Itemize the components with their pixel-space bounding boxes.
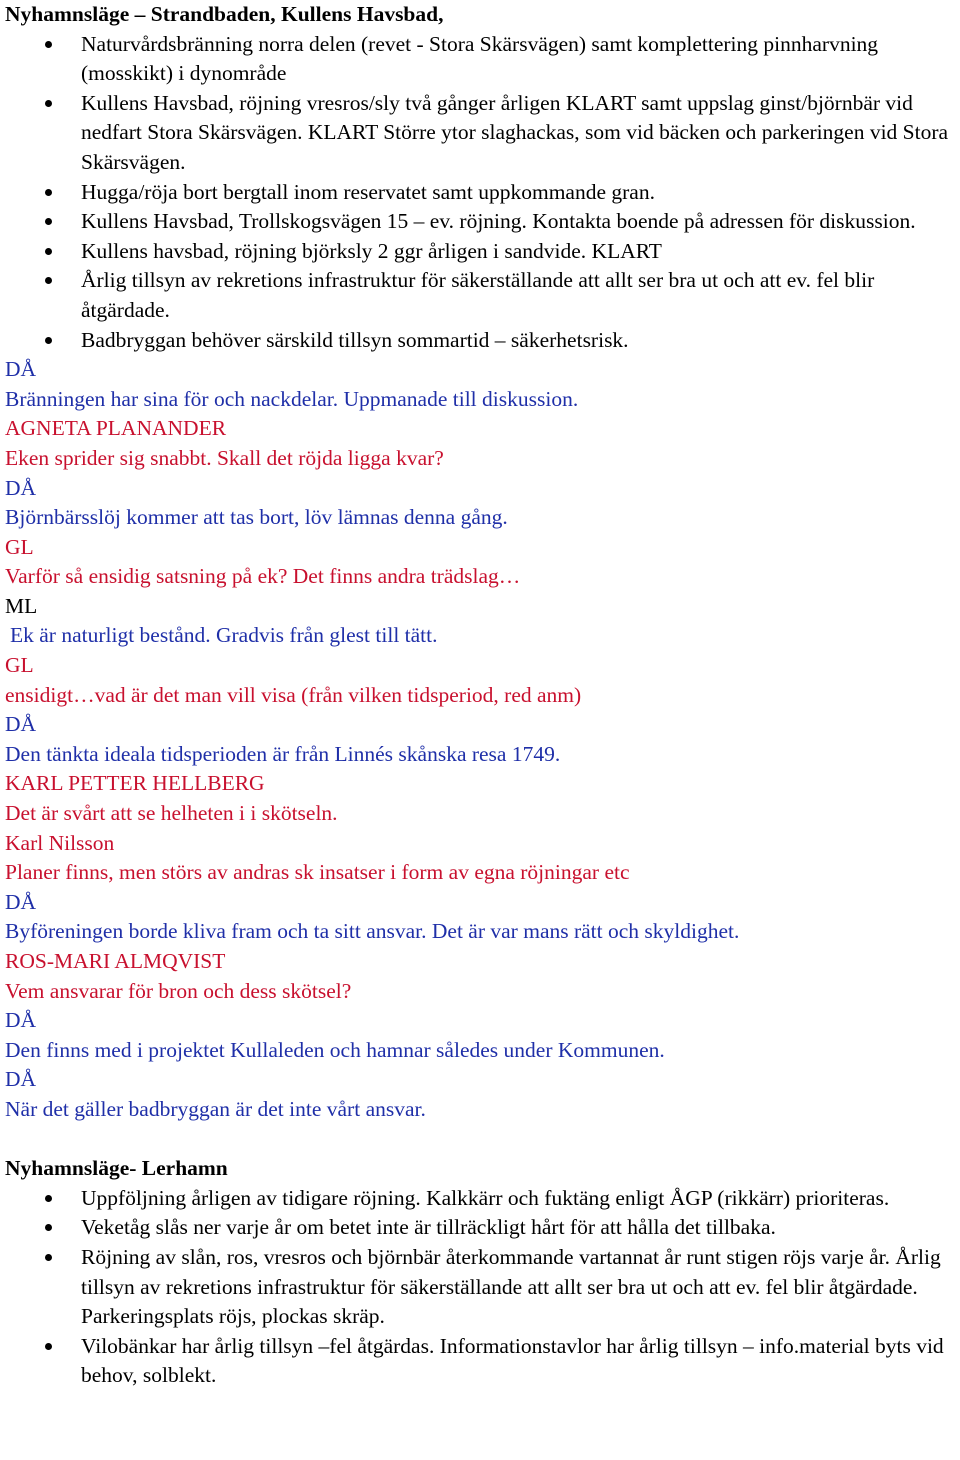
bullet-icon [45,1195,52,1202]
section-lerhamn [5,1154,960,1391]
list-item: Årlig tillsyn av rekretions infrastruktur för säkerställande att allt ser bra ut och att ev. fel blir åtgärdade. [5,266,960,325]
dialogue-line: DÅ [5,712,37,737]
dialogue-line: ensidigt…vad är det man vill visa (från vilken tidsperiod, red anm) [5,682,582,707]
section-strandbaden [5,0,960,355]
bullet-icon [45,41,52,48]
bullet-icon [45,277,52,284]
section-heading: Nyhamnsläge – Strandbaden, Kullens Havsbad, [5,2,444,26]
dialogue-line: Eken sprider sig snabbt. Skall det röjda ligga kvar? [5,445,444,470]
list-item: Kullens Havsbad, Trollskogsvägen 15 – ev. röjning. Kontakta boende på adressen för diskussion. [5,207,960,237]
bullet-icon [45,248,52,255]
dialogue-line: Planer finns, men störs av andras sk insatser i form av egna röjningar etc [5,860,630,885]
dialogue-line: DÅ [5,1008,37,1033]
dialogue-line: GL [5,534,34,559]
bullet-list [5,30,960,356]
dialogue-line: Byföreningen borde kliva fram och ta sitt ansvar. Det är var mans rätt och skyldighet. [5,919,740,944]
dialogue-line: När det gäller badbryggan är det inte vårt ansvar. [5,1096,426,1121]
list-item: Naturvårdsbränning norra delen (revet - Stora Skärsvägen) samt komplettering pinnharvning (mosskikt) i dynområde [5,30,960,89]
dialogue-line: Björnbärsslöj kommer att tas bort, löv lämnas denna gång. [5,505,508,530]
dialogue-line: DÅ [5,1067,37,1092]
dialogue-line: DÅ [5,889,37,914]
discussion [5,355,960,1124]
bullet-icon [45,1254,52,1261]
dialogue-line: ML [5,593,38,618]
dialogue-line: DÅ [5,357,37,382]
bullet-list [5,1184,960,1391]
bullet-icon [45,189,52,196]
bullet-icon [45,337,52,344]
list-item: Kullens Havsbad, röjning vresros/sly två gånger årligen KLART samt uppslag ginst/björnbär vid nedfart Stora Skärsvägen. KLART Större ytor slaghackas, som vid bäcken och parkeringen vid Stora Skärsvägen. [5,89,960,178]
list-item: Veketåg slås ner varje år om betet inte är tillräckligt hårt för att hålla det tillbaka. [5,1213,960,1243]
list-item: Hugga/röja bort bergtall inom reservatet samt uppkommande gran. [5,178,960,208]
dialogue-line: AGNETA PLANANDER [5,416,227,441]
dialogue-line: ROS-MARI ALMQVIST [5,949,226,973]
dialogue-line: Den tänkta ideala tidsperioden är från Linnés skånska resa 1749. [5,741,561,766]
list-item: Uppföljning årligen av tidigare röjning. Kalkkärr och fuktäng enligt ÅGP (rikkärr) prioriteras. [5,1184,960,1214]
dialogue-line: Karl Nilsson [5,830,115,855]
dialogue-line: Varför så ensidig satsning på ek? Det finns andra trädslag… [5,564,521,589]
dialogue-line: Den finns med i projektet Kullaleden och hamnar således under Kommunen. [5,1037,665,1062]
list-item: Röjning av slån, ros, vresros och björnbär återkommande vartannat år runt stigen röjs varje år. Årlig tillsyn av rekretions infrastruktur för säkerställande att allt ser bra ut och att ev. fel blir åtgärdade. Parkeringsplats röjs, plockas skräp. [5,1243,960,1332]
bullet-icon [45,1343,52,1350]
dialogue-line: GL [5,653,34,678]
dialogue-line: KARL PETTER HELLBERG [5,771,265,796]
dialogue-line: Ek är naturligt bestånd. Gradvis från glest till tätt. [10,623,438,648]
dialogue-line: DÅ [5,475,37,500]
dialogue-line: Vem ansvarar för bron och dess skötsel? [5,978,352,1003]
dialogue-line: Bränningen har sina för och nackdelar. Uppmanade till diskussion. [5,386,579,411]
list-item: Vilobänkar har årlig tillsyn –fel åtgärdas. Informationstavlor har årlig tillsyn – info.material byts vid behov, solblekt. [5,1332,960,1391]
list-item: Kullens havsbad, röjning björksly 2 ggr årligen i sandvide. KLART [5,237,960,267]
bullet-icon [45,1224,52,1231]
bullet-icon [45,218,52,225]
list-item: Badbryggan behöver särskild tillsyn sommartid – säkerhetsrisk. [5,326,960,356]
section-heading: Nyhamnsläge- Lerhamn [5,1156,228,1181]
bullet-icon [45,100,52,107]
dialogue-line: Det är svårt att se helheten i i skötseln. [5,801,338,826]
